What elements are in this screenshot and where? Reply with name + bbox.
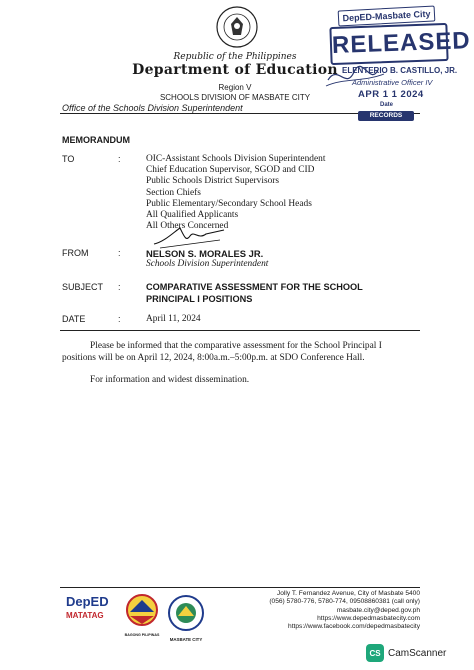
office-heading: Office of the Schools Division Superintendent [62, 103, 243, 113]
from-label: FROM [62, 248, 89, 258]
to-colon: : [118, 154, 121, 164]
camscanner-icon: CS [366, 644, 384, 662]
sender-title: Schools Division Superintendent [146, 259, 269, 269]
memo-date: April 11, 2024 [146, 314, 201, 324]
subject-text: COMPARATIVE ASSESSMENT FOR THE SCHOOL PRINCIPAL I POSITIONS [146, 282, 363, 304]
date-label: DATE [62, 314, 86, 324]
footer-email[interactable]: masbate.city@deped.gov.ph [336, 606, 420, 614]
recipient-item: All Others Concerned [146, 221, 229, 232]
sdo-logo-text: MASBATE CITY [169, 637, 203, 642]
footer-facebook[interactable]: https://www.facebook.com/depedmasbatecity [288, 623, 420, 631]
footer-divider [60, 587, 420, 588]
stamp-date: APR 1 1 2024 [358, 89, 424, 100]
date-colon: : [118, 314, 121, 324]
stamp-date-label: Date [380, 102, 394, 108]
footer-phone: (056) 5780-776, 5780-774, 09508860381 (call only) [269, 598, 420, 606]
department-heading: Department of Education [132, 62, 338, 78]
footer-address: Jolly T. Fernandez Avenue, City of Masbate 5400 [276, 590, 420, 597]
deped-matatag-logo [66, 594, 116, 634]
stamp-signature-icon [324, 60, 444, 92]
sdo-masbate-logo [164, 594, 208, 642]
bagong-pilipinas-text: BAGONG PILIPINAS [124, 633, 160, 637]
from-colon: : [118, 248, 121, 258]
stamp-office: DepED-Masbate City [338, 5, 436, 26]
deped-seal-icon [216, 6, 258, 48]
recipient-list [146, 154, 325, 232]
recipient-item: OIC-Assistant Schools Division Superintendent [146, 154, 326, 164]
footer-website[interactable]: https://www.depedmasbatecity.com [317, 614, 420, 622]
stamp-officer-title: Administrative Officer IV [352, 78, 433, 87]
body-divider [60, 330, 420, 331]
recipient-item: All Qualified Applicants [146, 210, 239, 221]
recipient-item: Section Chiefs [146, 187, 201, 198]
republic-heading: Republic of the Philippines [173, 52, 297, 62]
bagong-pilipinas-icon [122, 594, 162, 628]
footer-contact [236, 590, 420, 631]
bagong-pilipinas-logo [122, 594, 162, 638]
to-label: TO [62, 154, 75, 164]
body-paragraph: Please be informed that the comparative assessment for the School Principal I positions will be on April 12, 2024, 8:00a.m.–5:00p.m. at SDO Conference Hall. [62, 341, 382, 363]
stamp-officer-name: ELENTERIO B. CASTILLO, JR. [342, 66, 458, 75]
memo-label: MEMORANDUM [62, 135, 130, 145]
released-stamp [316, 8, 472, 129]
matatag-logo-text: MATATAG [66, 611, 104, 620]
recipient-item: Public Schools District Supervisors [146, 176, 280, 187]
camscanner-watermark [366, 642, 446, 664]
deped-logo-text: DepED [66, 594, 109, 609]
subject-label: SUBJECT [62, 282, 104, 292]
recipient-item: Chief Education Supervisor, SGOD and CID [146, 165, 315, 176]
camscanner-label: CamScanner [388, 647, 447, 659]
recipient-item: Public Elementary/Secondary School Heads [146, 198, 312, 209]
region-heading: Region V [218, 83, 252, 92]
stamp-released-label: RELEASED [329, 23, 448, 65]
subject-colon: : [118, 282, 121, 292]
sdo-seal-icon [164, 594, 208, 632]
division-heading: SCHOOLS DIVISION OF MASBATE CITY [159, 93, 311, 102]
body-closing: For information and widest dissemination. [90, 375, 250, 385]
sender-name: NELSON S. MORALES JR. [146, 248, 264, 259]
stamp-section: RECORDS SECTION [358, 111, 414, 121]
